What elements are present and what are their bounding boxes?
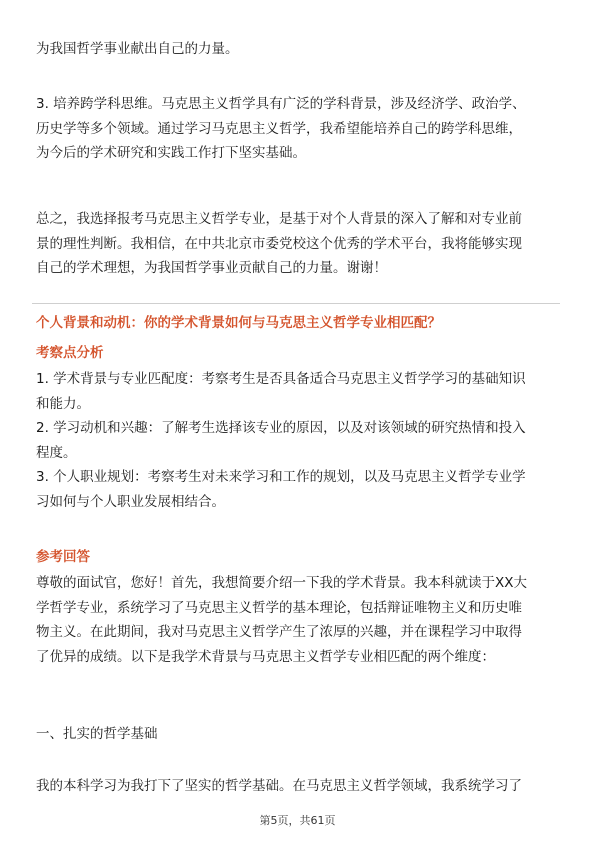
text-line: 为今后的学术研究和实践工作打下坚实基础。 [36,145,306,161]
answer-subheading [36,722,561,747]
question-title: 个人背景和动机：你的学术背景如何与马克思主义哲学专业相匹配？ [36,315,441,331]
answer-continuation [36,774,561,799]
text-line: 程度。 [36,444,77,461]
text-line: 1. 学术背景与专业匹配度：考察考生是否具备适合马克思主义哲学学习的基础知识 [36,371,526,387]
text-line: 3. 培养跨学科思维。马克思主义哲学具有广泛的学科背景，涉及经济学、政治学、 [36,96,526,112]
text-line: 2. 学习动机和兴趣：了解考生选择该专业的原因，以及对该领域的研究热情和投入 [36,420,526,436]
page-number: 第5页，共61页 [259,814,336,827]
text-line: 了优异的成绩。以下是我学术背景与马克思主义哲学专业相匹配的两个维度： [36,648,495,665]
text-line: 为我国哲学事业献出自己的力量。 [36,41,239,57]
summary-paragraph [36,207,561,281]
point-3-paragraph [36,92,561,166]
text-line: 3. 个人职业规划：考察考生对未来学习和工作的规划，以及马克思主义哲学专业学 [36,469,526,485]
answer-paragraph [36,571,561,669]
analysis-heading: 考察点分析 [36,345,104,361]
text-line: 习如何与个人职业发展相结合。 [36,493,225,510]
text-line: 尊敬的面试官，您好！首先，我想简要介绍一下我的学术背景。我本科就读于XX大 [36,575,527,591]
text-line: 总之，我选择报考马克思主义哲学专业，是基于对个人背景的深入了解和对专业前 [36,211,522,227]
answer-heading: 参考回答 [36,549,90,565]
text-line: 物主义。在此期间，我对马克思主义哲学产生了浓厚的兴趣，并在课程学习中取得 [36,624,522,640]
text-line: 历史学等多个领域。通过学习马克思主义哲学，我希望能培养自己的跨学科思维， [36,120,522,137]
text-line: 景的理性判断。我相信，在中共北京市委党校这个优秀的学术平台，我将能够实现 [36,235,522,252]
section-divider [32,303,560,304]
text-line: 我的本科学习为我打下了坚实的哲学基础。在马克思主义哲学领域，我系统学习了 [36,778,522,794]
text-line: 和能力。 [36,395,90,412]
text-line: 一、扎实的哲学基础 [36,726,158,742]
text-line: 自己的学术理想，为我国哲学事业贡献自己的力量。谢谢！ [36,260,387,276]
analysis-paragraph [36,367,561,514]
intro-paragraph [36,37,561,62]
text-line: 学哲学专业，系统学习了马克思主义哲学的基本理论，包括辩证唯物主义和历史唯 [36,599,522,616]
